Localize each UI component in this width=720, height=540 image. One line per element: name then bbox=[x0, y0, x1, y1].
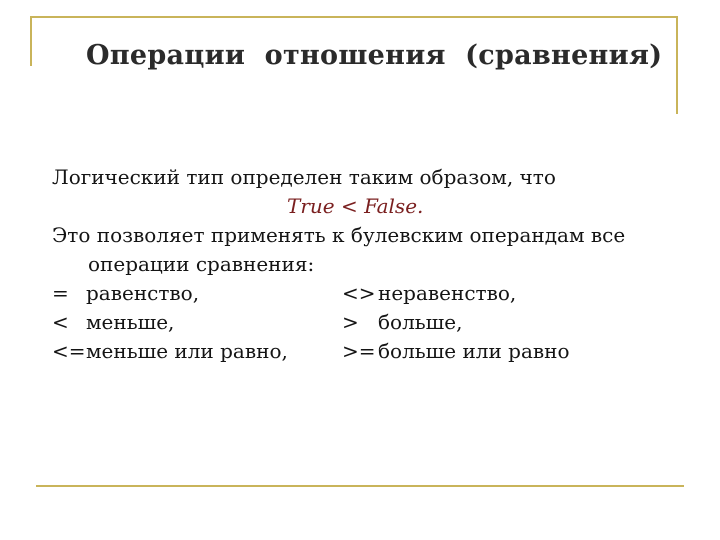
operator-symbol: < bbox=[52, 310, 69, 334]
operator-description: меньше, bbox=[86, 310, 175, 334]
frame-top-border bbox=[30, 16, 678, 18]
body-line-true-false: True < False. bbox=[287, 194, 424, 218]
slide-title: Операции отношения (сравнения) bbox=[86, 40, 663, 71]
operator-right bbox=[342, 308, 462, 337]
operator-right bbox=[342, 279, 516, 308]
body-line-3: Это позволяет применять к булевским операндам все bbox=[52, 223, 626, 247]
body-line-4: операции сравнения: bbox=[88, 252, 315, 276]
operators-row-3 bbox=[52, 337, 692, 366]
body-line-1: Логический тип определен таким образом, что bbox=[52, 165, 556, 189]
operators-row-1 bbox=[52, 279, 692, 308]
slide-body bbox=[52, 163, 692, 366]
operator-symbol: <= bbox=[52, 339, 86, 363]
operator-left bbox=[52, 337, 342, 366]
operator-description: равенство, bbox=[86, 281, 200, 305]
operators-row-2 bbox=[52, 308, 692, 337]
operator-symbol: <> bbox=[342, 281, 376, 305]
frame-left-border bbox=[30, 16, 32, 66]
bottom-rule bbox=[36, 485, 684, 487]
operator-description: больше или равно bbox=[378, 339, 570, 363]
operator-symbol: > bbox=[342, 310, 359, 334]
operator-right bbox=[342, 337, 570, 366]
frame-right-border bbox=[676, 16, 678, 114]
operator-description: больше, bbox=[378, 310, 463, 334]
operator-description: неравенство, bbox=[378, 281, 517, 305]
operator-symbol: = bbox=[52, 281, 69, 305]
operator-symbol: >= bbox=[342, 339, 376, 363]
operator-description: меньше или равно, bbox=[86, 339, 288, 363]
operator-left bbox=[52, 279, 342, 308]
operator-left bbox=[52, 308, 342, 337]
